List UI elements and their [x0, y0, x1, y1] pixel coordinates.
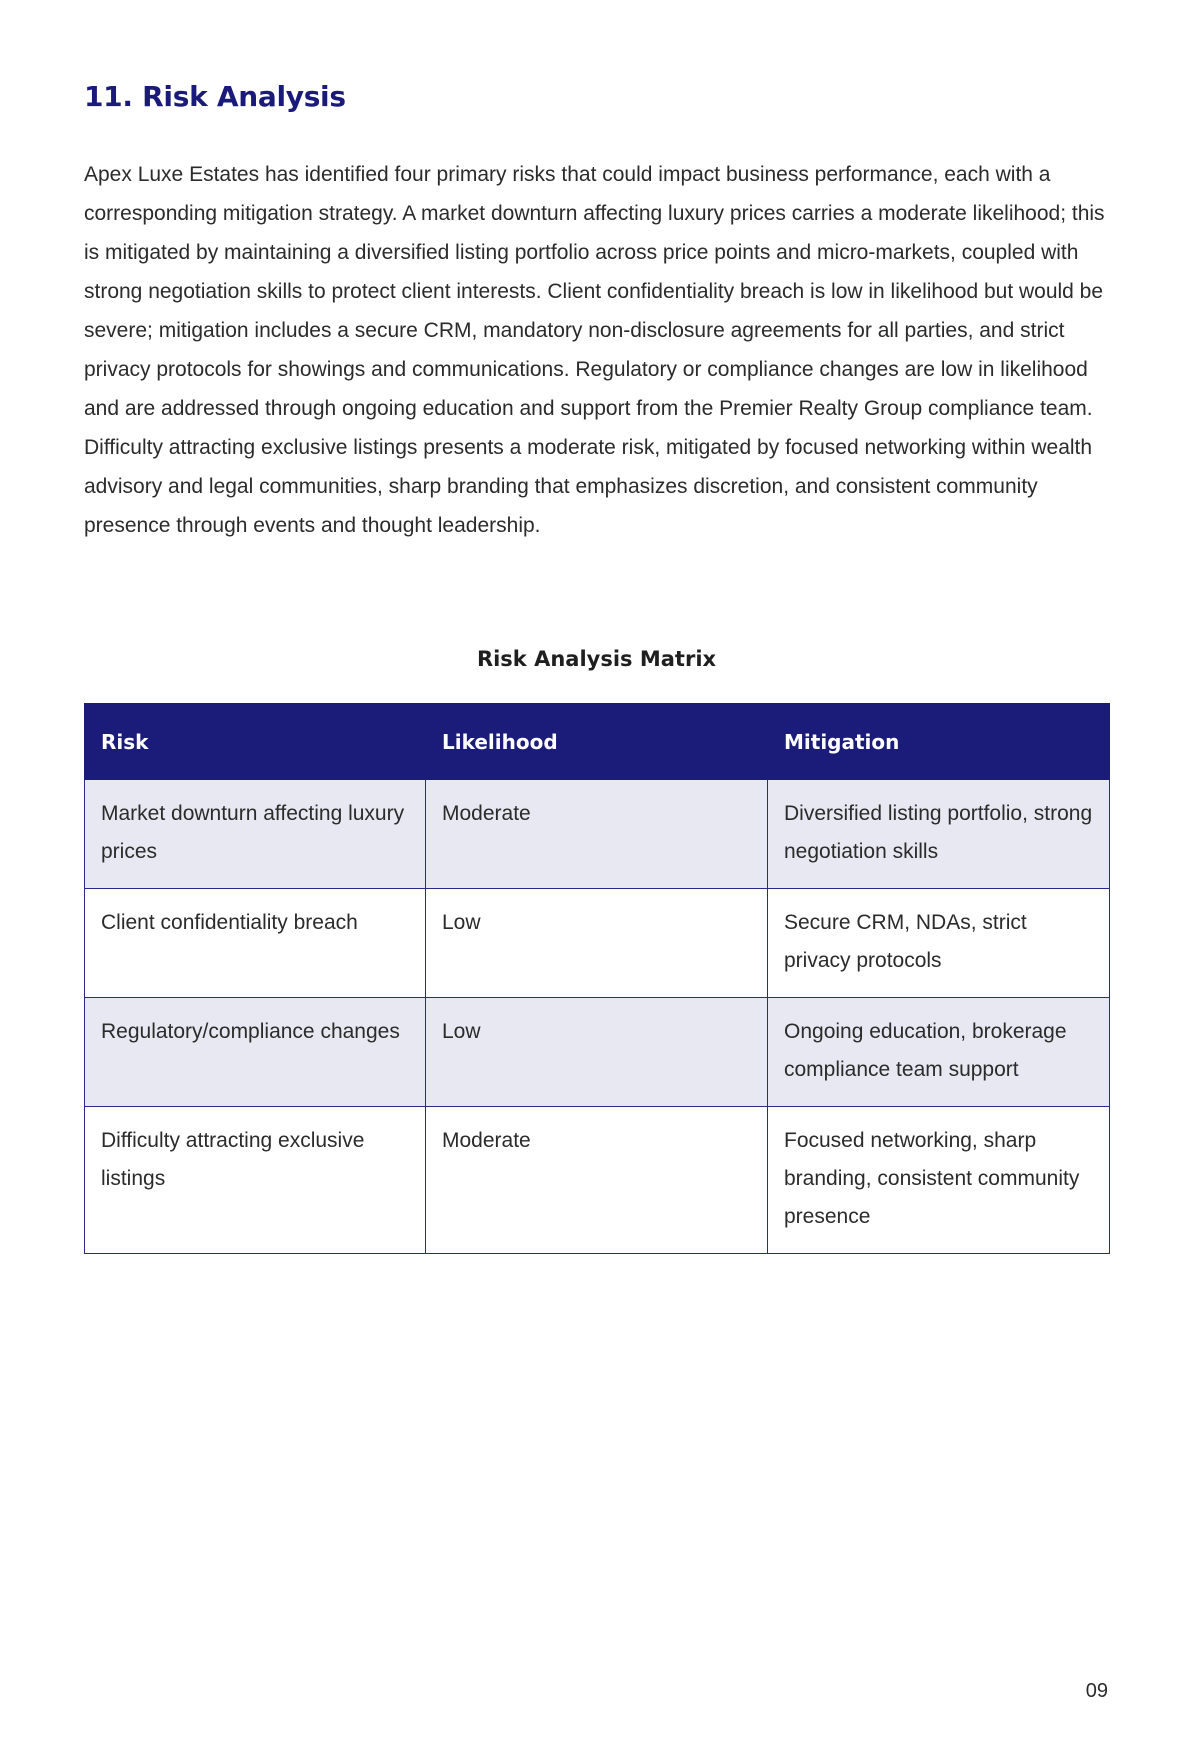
header-mitigation: Mitigation [768, 704, 1110, 780]
cell-risk: Client confidentiality breach [85, 889, 426, 998]
table-row [85, 998, 1110, 1107]
cell-risk: Market downturn affecting luxury prices [85, 780, 426, 889]
cell-likelihood: Low [426, 998, 768, 1107]
cell-risk: Difficulty attracting exclusive listings [85, 1107, 426, 1254]
risk-matrix-table [84, 703, 1110, 1254]
cell-mitigation: Diversified listing portfolio, strong negotiation skills [768, 780, 1110, 889]
table-row [85, 889, 1110, 998]
cell-risk: Regulatory/compliance changes [85, 998, 426, 1107]
cell-mitigation: Focused networking, sharp branding, consistent community presence [768, 1107, 1110, 1254]
table-header-row [85, 704, 1110, 780]
cell-likelihood: Moderate [426, 780, 768, 889]
page-number: 09 [1085, 1680, 1108, 1702]
cell-mitigation: Ongoing education, brokerage compliance team support [768, 998, 1110, 1107]
cell-likelihood: Low [426, 889, 768, 998]
table-row [85, 780, 1110, 889]
table-title: Risk Analysis Matrix [476, 647, 717, 671]
cell-mitigation: Secure CRM, NDAs, strict privacy protocols [768, 889, 1110, 998]
cell-likelihood: Moderate [426, 1107, 768, 1254]
intro-paragraph: Apex Luxe Estates has identified four primary risks that could impact business performance, each with a corresponding mitigation strategy. A market downturn affecting luxury prices carries a moderate likelihood; this is mitigated by maintaining a diversified listing portfolio across price points and micro-markets, coupled with strong negotiation skills to protect client interests. Client confidentiality breach is low in likelihood but would be severe; mitigation includes a secure CRM, mandatory non-disclosure agreements for all parties, and strict privacy protocols for showings and communications. Regulatory or compliance changes are low in likelihood and are addressed through ongoing education and support from the Premier Realty Group compliance team. Difficulty attracting exclusive listings presents a moderate risk, mitigated by focused networking within wealth advisory and legal communities, sharp branding that emphasizes discretion, and consistent community presence through events and thought leadership. [84, 163, 1105, 537]
section-title: 11. Risk Analysis [84, 80, 346, 113]
header-likelihood: Likelihood [426, 704, 768, 780]
table-row [85, 1107, 1110, 1254]
header-risk: Risk [85, 704, 426, 780]
